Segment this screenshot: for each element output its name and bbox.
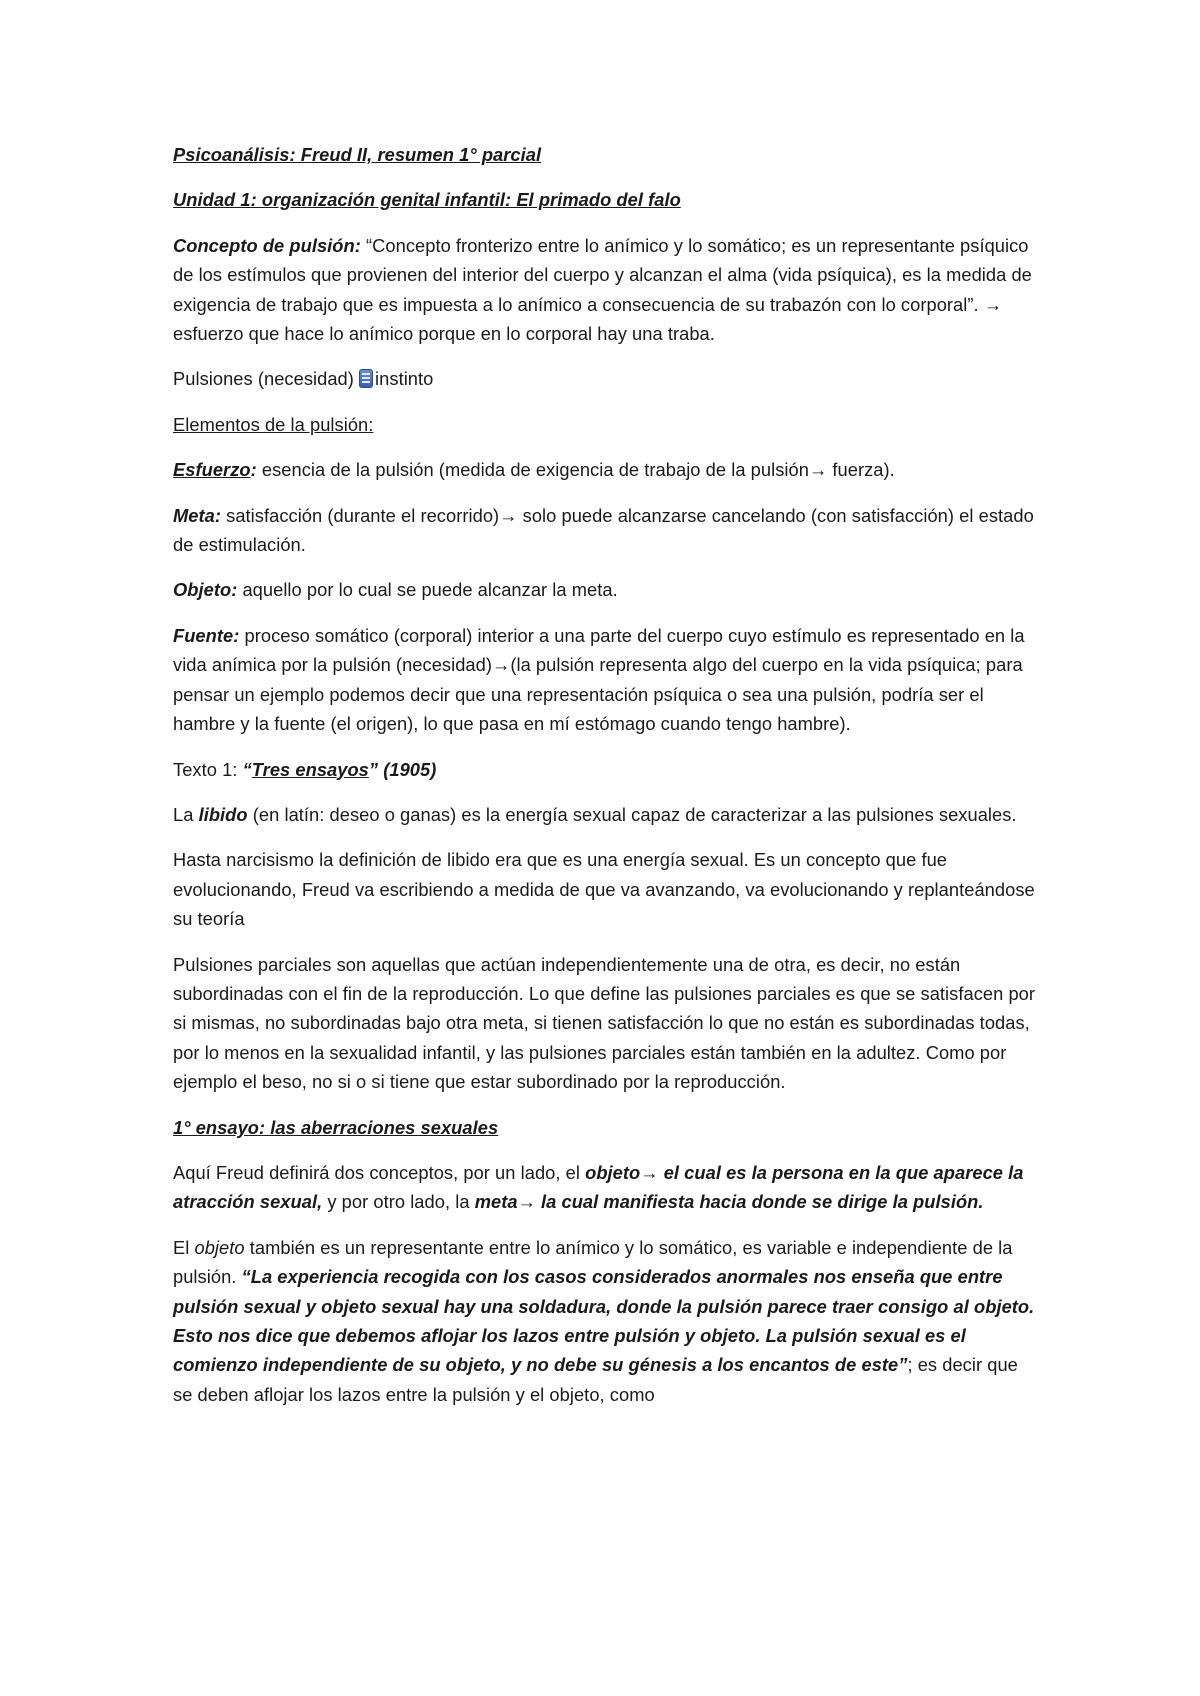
libido-term: libido — [198, 803, 248, 825]
ensayo-heading: 1° ensayo: las aberraciones sexuales — [173, 1116, 499, 1138]
pulsiones-line: Pulsiones (necesidad) instinto — [173, 368, 434, 390]
elemento-esfuerzo: Esfuerzo: esencia de la pulsión (medida de exigencia de trabajo de la pulsión→ fuerza). — [173, 459, 895, 481]
concepto-text: “Concepto fronterizo entre lo anímico y lo somático; es un representante psíquico de los estímulos que provienen del interior del cuerpo y alcanzan el alma (vida psíquica), es la medida de exigencia de trabajo que es impuesta a lo anímico a consecuencia de su trabazón con lo corporal”. → esfuerzo que hace lo anímico porque en lo corporal hay una traba. — [173, 234, 1032, 345]
narcisismo-paragraph: Hasta narcisismo la definición de libido era que es una energía sexual. Es un concepto que fue evolucionando, Freud va escribiendo a medida de que va avanzando, va evolucionando y replanteándose su teoría — [173, 849, 1035, 930]
libido-paragraph: La libido (en latín: deseo o ganas) es la energía sexual capaz de caracterizar a las pulsiones sexuales. — [173, 803, 1017, 825]
texto-1-heading: Texto 1: “Tres ensayos” (1905) — [173, 758, 437, 780]
symbol-icon — [359, 369, 373, 388]
document-title: Psicoanálisis: Freud II, resumen 1° parcial — [173, 144, 542, 165]
elemento-meta: Meta: satisfacción (durante el recorrido)→ solo puede alcanzarse cancelando (con satisfacción) el estado de estimulación. — [173, 504, 1034, 556]
pulsiones-parciales-paragraph: Pulsiones parciales son aquellas que actúan independientemente una de otra, es decir, no están subordinadas con el fin de la reproducción. Lo que define las pulsiones parciales es que se satisfacen por si mismas, no subordinadas bajo otra meta, si tienen satisfacción lo que no están es subordinadas todas, por lo menos en la sexualidad infantil, y las pulsiones parciales están también en la adultez. Como por ejemplo el beso, no si o si tiene que estar subordinado por la reproducción. — [173, 953, 1036, 1093]
ensayo-paragraph-2: El objeto también es un representante entre lo anímico y lo somático, es variable e independiente de la pulsión. “La experiencia recogida con los casos considerados anormales nos enseña que entre pulsión sexual y objeto sexual hay una soldadura, donde la pulsión parece traer consigo al objeto. Esto nos dice que debemos aflojar los lazos entre pulsión y objeto. La pulsión sexual es el comienzo independiente de su objeto, y no debe su génesis a los encantos de este”; es decir que se deben aflojar los lazos entre la pulsión y el objeto, como — [173, 1236, 1035, 1405]
unit-heading: Unidad 1: organización genital infantil: El primado del falo — [173, 189, 681, 211]
concepto-paragraph — [173, 231, 1041, 349]
document-body — [173, 140, 1041, 1425]
elemento-objeto: Objeto: aquello por lo cual se puede alcanzar la meta. — [173, 579, 618, 601]
freud-quote: “La experiencia recogida con los casos considerados anormales nos enseña que entre pulsión sexual y objeto sexual hay una soldadura, donde la pulsión parece traer consigo al objeto. Esto nos dice que debemos aflojar los lazos entre pulsión y objeto. La pulsión sexual es el comienzo independiente de su objeto, y no debe su génesis a los encantos de este” — [173, 1266, 1035, 1376]
elemento-fuente: Fuente: proceso somático (corporal) interior a una parte del cuerpo cuyo estímulo es representado en la vida anímica por la pulsión (necesidad)→(la pulsión representa algo del cuerpo en la vida psíquica; para pensar un ejemplo podemos decir que una representación psíquica o sea una pulsión, podría ser el hambre y la fuente (el origen), lo que pasa en mí estómago cuando tengo hambre). — [173, 624, 1025, 735]
elementos-heading: Elementos de la pulsión: — [173, 413, 374, 435]
concepto-term: Concepto de pulsión: — [173, 234, 361, 256]
ensayo-paragraph-1: Aquí Freud definirá dos conceptos, por un lado, el objeto→ el cual es la persona en la que aparece la atracción sexual, y por otro lado, la meta→ la cual manifiesta hacia donde se dirige la pulsión. — [173, 1161, 1024, 1213]
